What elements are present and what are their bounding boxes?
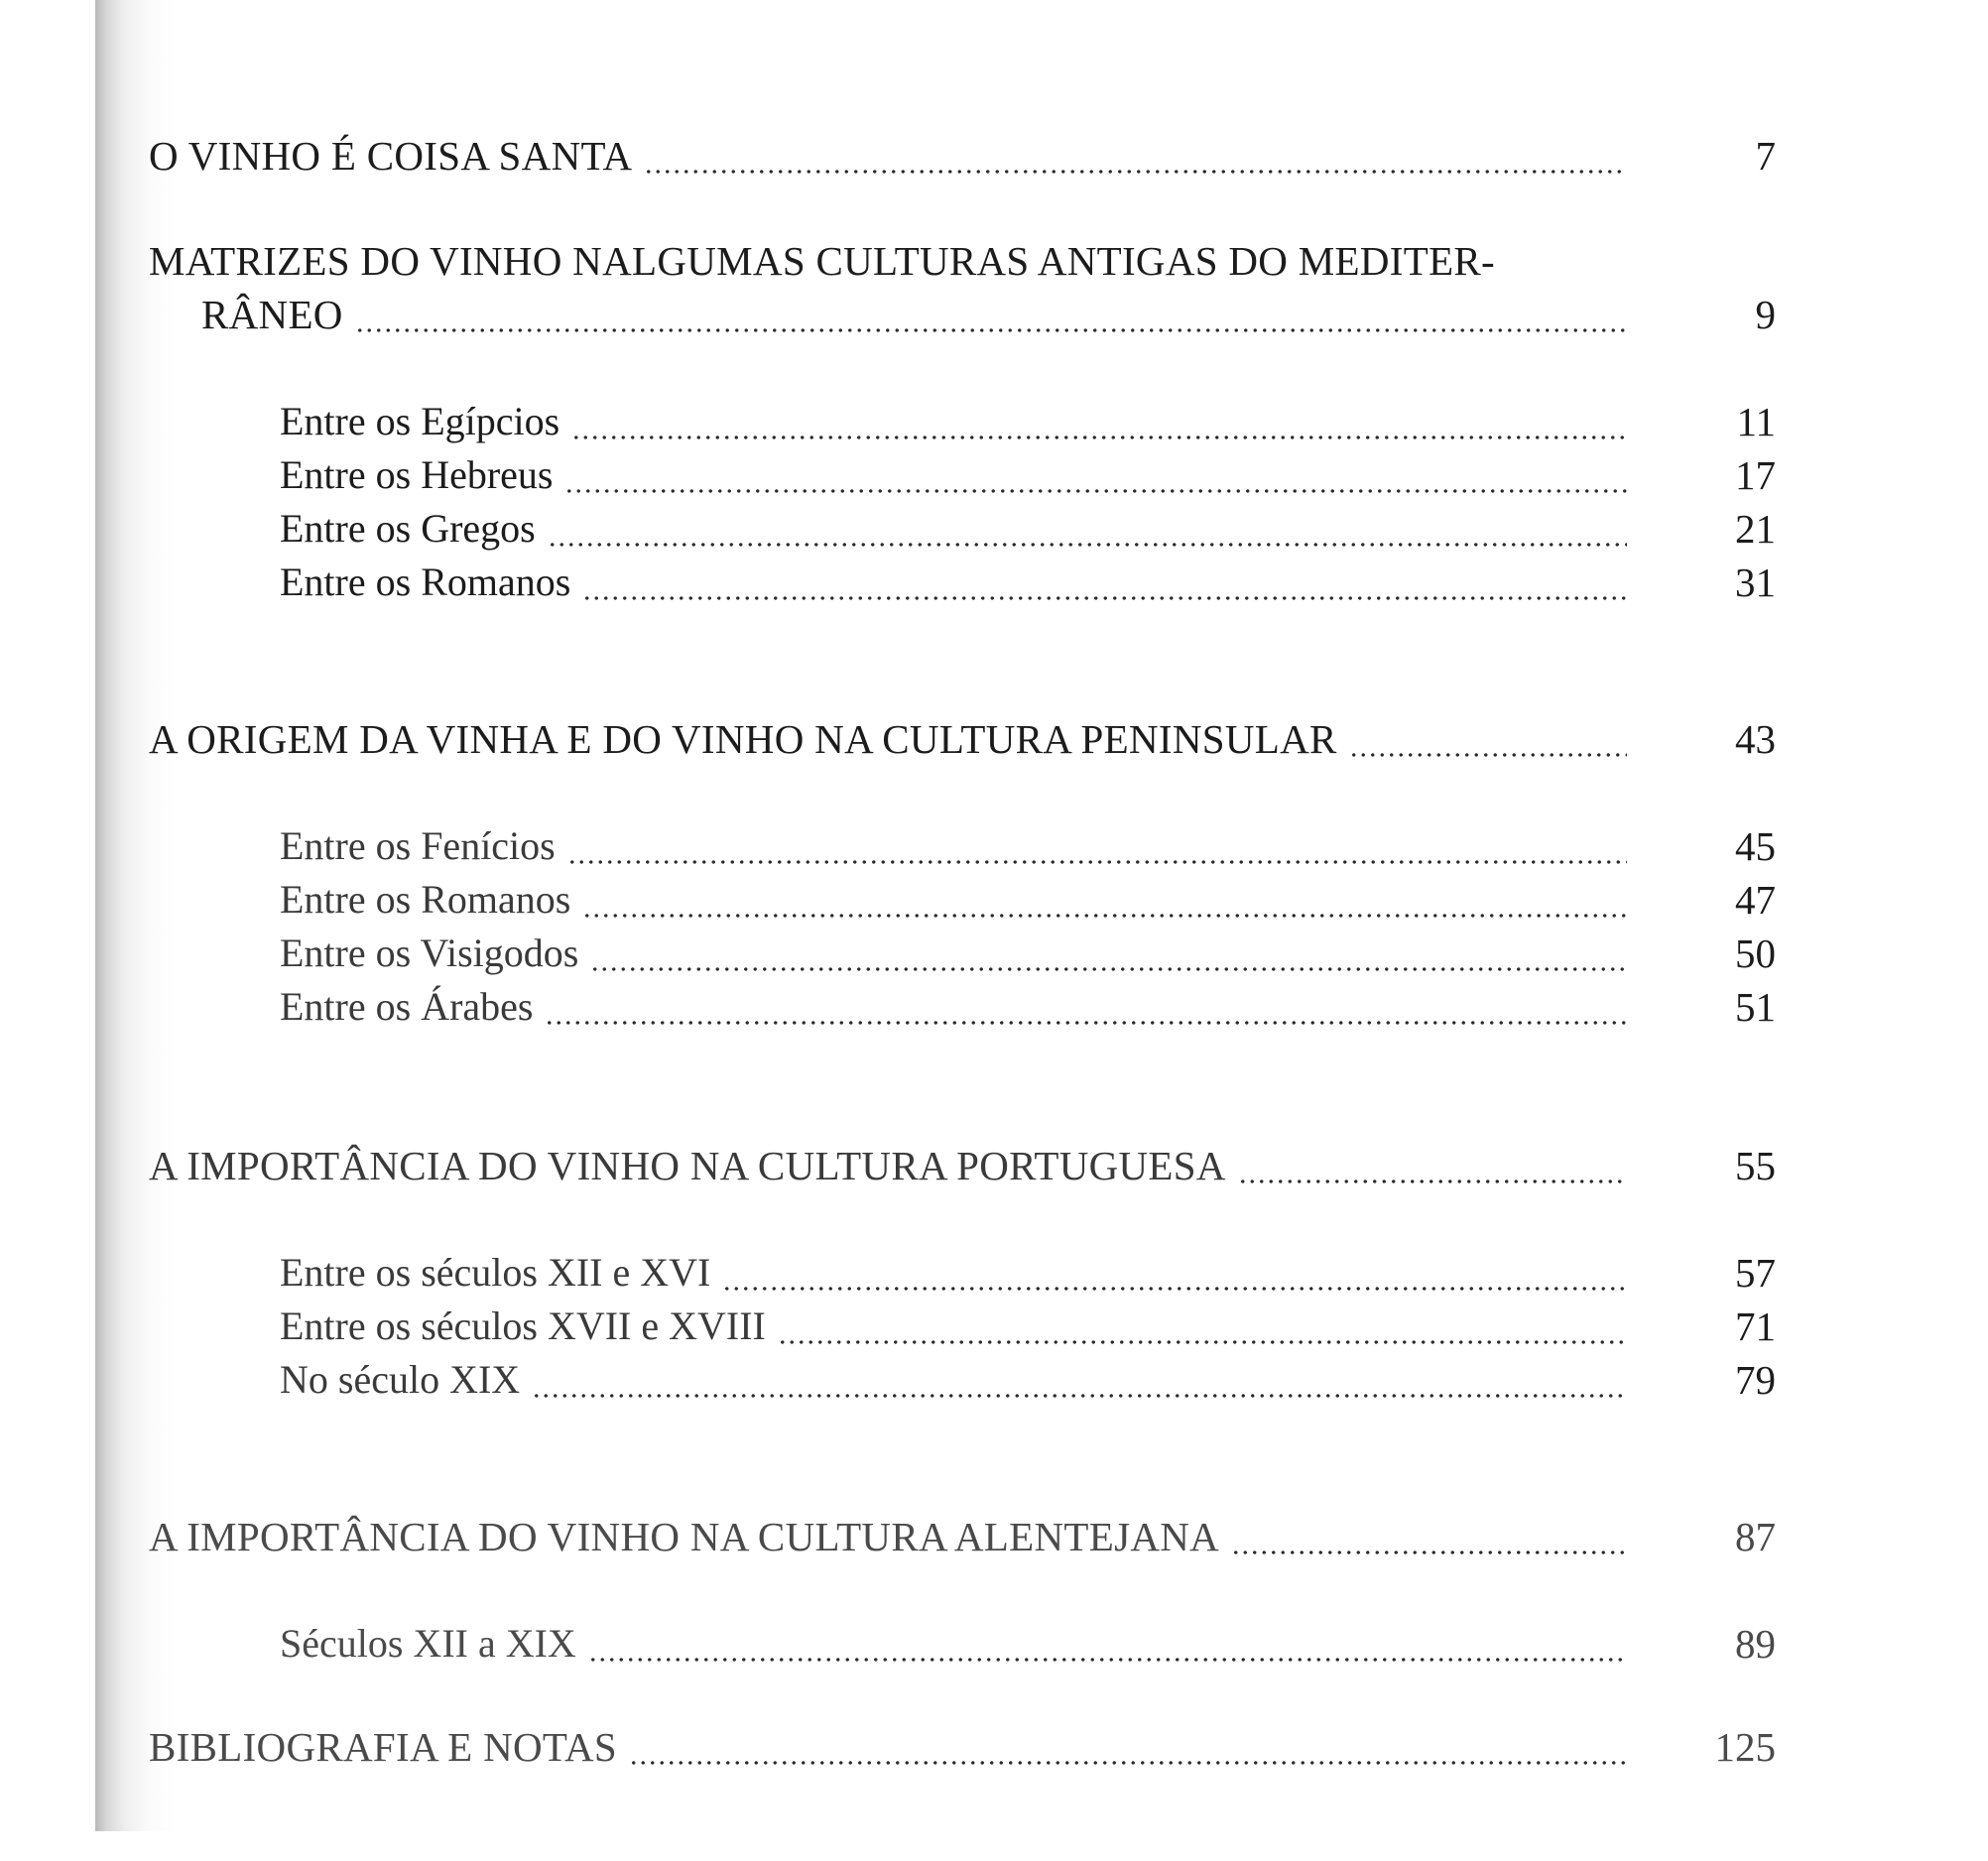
toc-subentry [280, 1246, 1637, 1300]
toc-subentry [280, 556, 1637, 609]
toc-subentry-title: No século XIX [280, 1357, 521, 1402]
toc-entry-1 [149, 129, 1637, 183]
toc-entry-title: A ORIGEM DA VINHA E DO VINHO NA CULTURA PENINSULAR [149, 716, 1337, 762]
toc-page-number: 50 [1735, 930, 1776, 976]
toc-subentry-title: Entre os Hebreus [280, 452, 554, 497]
toc-page-number: 57 [1735, 1250, 1776, 1296]
toc-subentry [280, 873, 1637, 927]
toc-entry-4 [149, 1139, 1637, 1192]
dot-leader [355, 327, 1627, 333]
toc-subentry-title: Entre os Egípcios [280, 399, 560, 443]
toc-subentry-title: Entre os séculos XII e XVI [280, 1250, 711, 1295]
page-bottom-margin [0, 1831, 1988, 1861]
toc-page-number: 79 [1735, 1357, 1776, 1403]
dot-leader [629, 1760, 1627, 1766]
toc-entry-title: O VINHO É COISA SANTA [149, 133, 633, 179]
toc-page-number: 7 [1755, 133, 1776, 179]
toc-subentry [280, 980, 1637, 1034]
toc-page-number: 89 [1735, 1621, 1776, 1667]
toc-entry-5 [149, 1510, 1637, 1563]
toc-subentry [280, 395, 1637, 448]
dot-leader [545, 1020, 1627, 1026]
dot-leader [567, 859, 1627, 865]
dot-leader [571, 434, 1627, 440]
toc-entry-title: A IMPORTÂNCIA DO VINHO NA CULTURA ALENTEJANA [149, 1514, 1220, 1559]
toc-subentry-title: Séculos XII a XIX [280, 1621, 576, 1666]
toc-subentry-title: Entre os Visigodos [280, 930, 579, 975]
toc-subentry-title: Entre os Árabes [280, 984, 534, 1029]
toc-page-number: 21 [1735, 506, 1776, 552]
toc-subentry-title: Entre os Romanos [280, 877, 571, 922]
toc-page-number: 125 [1714, 1724, 1776, 1770]
toc-subentry-title: Entre os Gregos [280, 506, 536, 551]
toc-page-number: 51 [1735, 984, 1776, 1030]
dot-leader [582, 913, 1627, 919]
dot-leader [548, 542, 1627, 548]
toc-page-number: 11 [1736, 399, 1776, 444]
toc-subentry-title: Entre os séculos XVII e XVIII [280, 1303, 766, 1348]
toc-subentry [280, 927, 1637, 980]
toc-subentry-title: Entre os Fenícios [280, 823, 556, 868]
toc-page-number: 47 [1735, 877, 1776, 923]
dot-leader [778, 1339, 1627, 1345]
dot-leader [1349, 752, 1627, 758]
dot-leader [1238, 1179, 1627, 1184]
dot-leader [590, 966, 1627, 972]
toc-page-number: 9 [1755, 292, 1776, 337]
toc-subentry [280, 1300, 1637, 1353]
toc-page-number: 45 [1735, 823, 1776, 869]
toc-subentry [280, 819, 1637, 873]
toc-entry-2-line1: MATRIZES DO VINHO NALGUMAS CULTURAS ANTIGAS DO MEDITER- [149, 238, 1496, 284]
toc-page-number: 31 [1735, 559, 1776, 605]
dot-leader [1231, 1550, 1627, 1555]
toc-entry-title: RÂNEO [201, 292, 343, 337]
toc-entry-2-line2 [201, 288, 1637, 341]
toc-subentry [280, 502, 1637, 556]
dot-leader [564, 488, 1627, 494]
dot-leader [582, 595, 1627, 601]
toc-subentry [280, 448, 1637, 502]
toc-subentry [280, 1353, 1637, 1407]
dot-leader [722, 1286, 1627, 1292]
dot-leader [644, 169, 1627, 175]
toc-page-number: 17 [1735, 452, 1776, 498]
toc-page-number: 71 [1735, 1303, 1776, 1349]
dot-leader [532, 1393, 1627, 1399]
toc-page-number: 87 [1735, 1514, 1776, 1559]
toc-subentry-title: Entre os Romanos [280, 559, 571, 604]
toc-page-number: 55 [1735, 1143, 1776, 1188]
toc-entry-6 [149, 1720, 1637, 1774]
toc-subentry [280, 1617, 1637, 1671]
toc-entry-title: A IMPORTÂNCIA DO VINHO NA CULTURA PORTUGUESA [149, 1143, 1226, 1188]
toc-entry-3 [149, 712, 1637, 766]
toc-page-number: 43 [1735, 716, 1776, 762]
toc-entry-title: BIBLIOGRAFIA E NOTAS [149, 1724, 617, 1770]
dot-leader [588, 1657, 1627, 1663]
